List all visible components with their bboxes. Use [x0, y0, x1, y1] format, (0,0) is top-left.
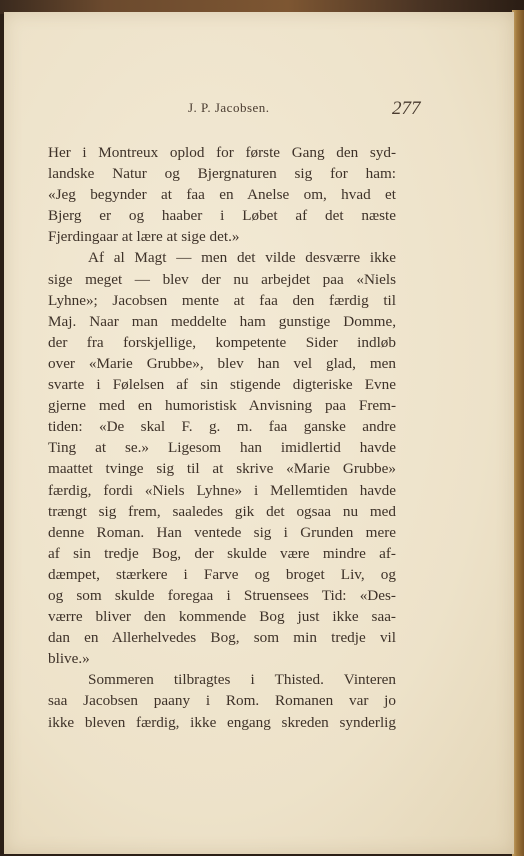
text-line: Fjerdingaar at lære at sige det.» [48, 228, 240, 246]
text-line: Lyhne»; Jacobsen mente at faa den færdig til [48, 291, 396, 309]
text-line: «Jeg begynder at faa en Anelse om, hvad et [48, 186, 396, 204]
text-line: Bjerg er og haaber i Løbet af det næste [48, 207, 396, 225]
text-line: færdig, fordi «Niels Lyhne» i Mellemtiden havde [48, 481, 396, 499]
text-line: og som skulde foregaa i Struensees Tid: «Des- [48, 586, 396, 604]
text-line: af sin tredje Bog, der skulde være mindre af- [48, 544, 396, 562]
text-line: sige meget — blev der nu arbejdet paa «Niels [48, 270, 396, 288]
text-line: svarte i Følelsen af sin stigende digteriske Evne [48, 376, 396, 394]
page-number: 277 [392, 98, 421, 119]
text-line: dan en Allerhelvedes Bog, som min tredje vil [48, 629, 396, 647]
text-line: Her i Montreux oplod for første Gang den syd- [48, 144, 396, 161]
text-line: denne Roman. Han ventede sig i Grunden mere [48, 523, 396, 541]
text-line: trængt sig frem, saaledes gik det ogsaa nu med [48, 502, 396, 520]
text-line: der fra forskjellige, kompetente Sider indløb [48, 333, 396, 351]
text-line: saa Jacobsen paany i Rom. Romanen var jo [48, 692, 396, 710]
running-head-author: J. P. Jacobsen. [188, 100, 270, 115]
text-line: blive.» [48, 650, 90, 668]
text-line: Maj. Naar man meddelte ham gunstige Domme, [48, 312, 396, 330]
text-line: maattet tvinge sig til at skrive «Marie Grubbe» [48, 460, 396, 478]
text-line: værre bliver den kommende Bog just ikke saa- [48, 608, 396, 626]
text-line: Ting at se.» Ligesom han imidlertid havde [48, 439, 396, 457]
text-line: dæmpet, stærkere i Farve og broget Liv, og [48, 565, 396, 583]
text-line: landske Natur og Bjergnaturen sig for ham: [48, 165, 396, 183]
text-line: gjerne med en humoristisk Anvisning paa Frem- [48, 397, 396, 415]
body-text [48, 142, 396, 733]
page-paper [4, 12, 514, 854]
text-line: over «Marie Grubbe», blev han vel glad, men [48, 354, 396, 372]
text-line: Sommeren tilbragtes i Thisted. Vinteren [88, 671, 396, 689]
text-line: ikke bleven færdig, ikke engang skreden synderlig [48, 713, 396, 731]
text-line: tiden: «De skal F. g. m. faa ganske andre [48, 418, 396, 436]
running-head [4, 98, 514, 128]
text-line: Af al Magt — men det vilde desværre ikke [88, 249, 396, 267]
